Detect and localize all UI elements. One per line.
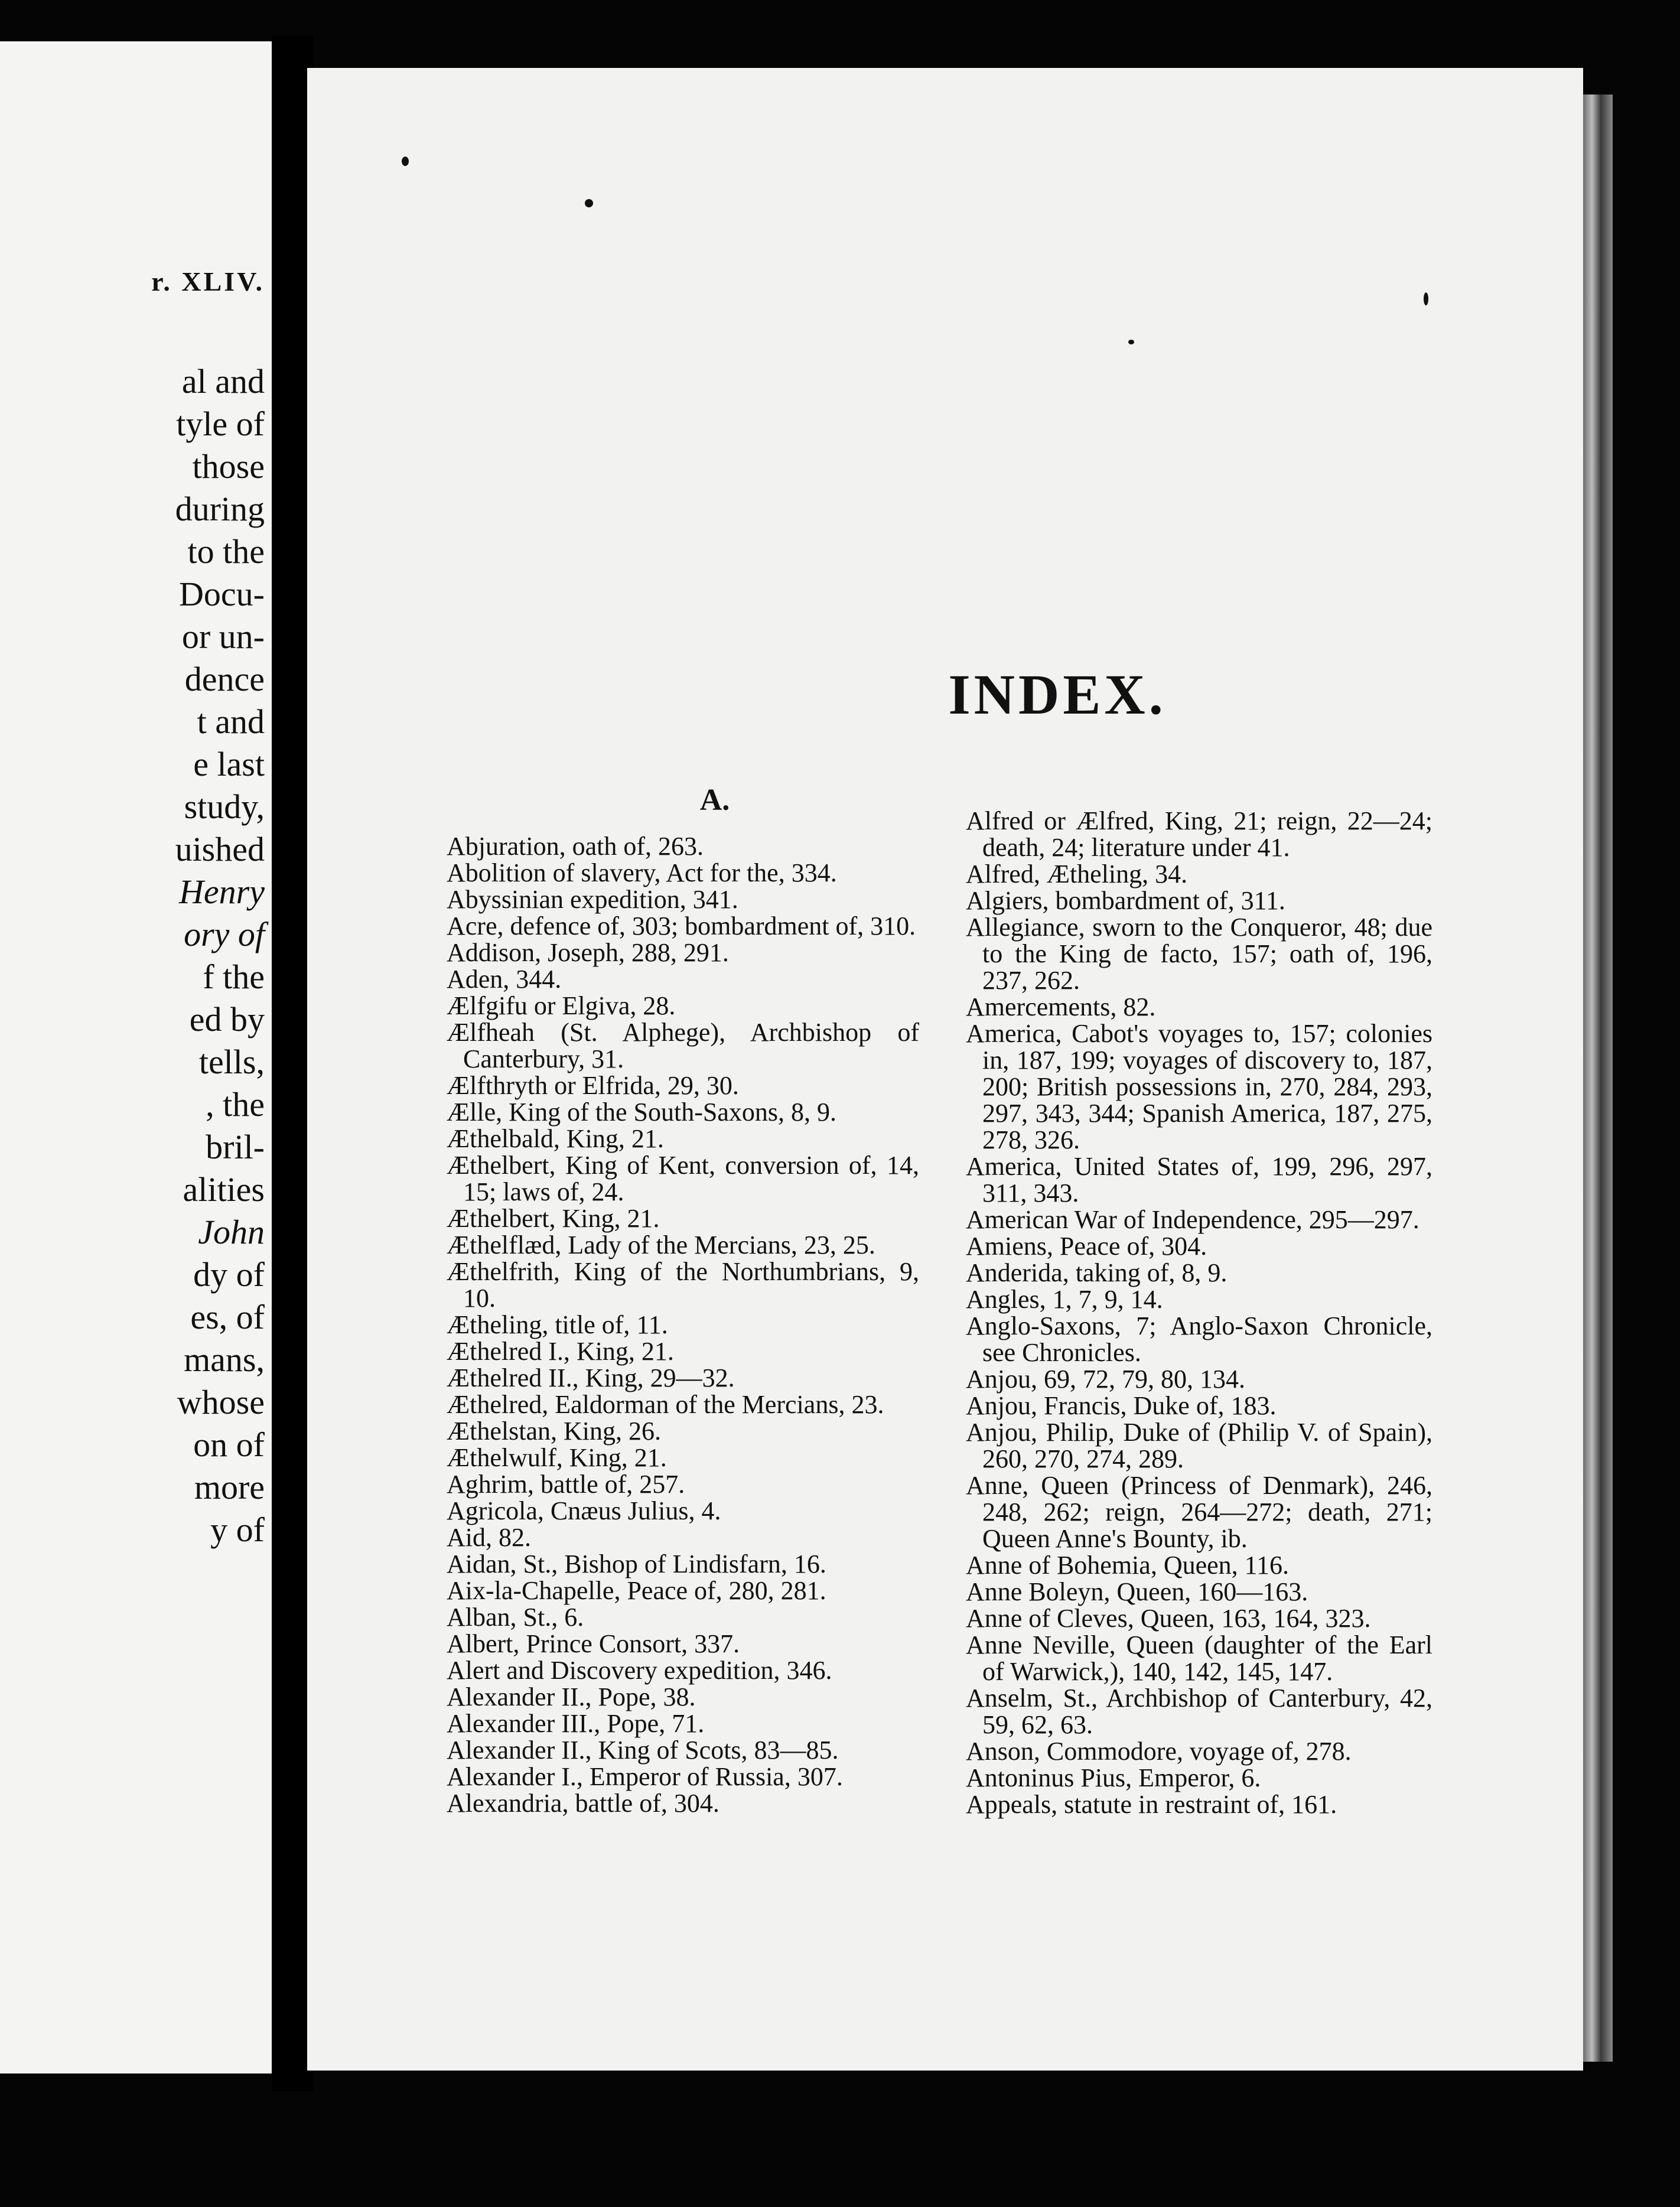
index-entry: Anderida, taking of, 8, 9. xyxy=(966,1258,1228,1287)
index-entry: Aidan, St., Bishop of Lindisfarn, 16. xyxy=(447,1550,826,1578)
left-page-line: e last xyxy=(193,745,265,783)
index-entry: Æthelbert, King of Kent, conversion of, 14, 15; laws of, 24. xyxy=(447,1151,919,1206)
page-edge xyxy=(1583,95,1613,2062)
left-page-line: ory of xyxy=(184,915,265,953)
left-page-line: to the xyxy=(187,532,265,571)
left-page-line: study, xyxy=(184,787,265,826)
index-entry: Aden, 344. xyxy=(447,965,562,994)
left-page-line: tells, xyxy=(198,1043,265,1081)
index-entry: Amiens, Peace of, 304. xyxy=(966,1232,1207,1261)
index-column-right xyxy=(966,808,1432,1818)
index-entry: Anjou, 69, 72, 79, 80, 134. xyxy=(966,1365,1245,1394)
left-page-running-header: r. XLIV. xyxy=(151,266,265,297)
index-entry: Allegiance, sworn to the Conqueror, 48; due to the King de facto, 157; oath of, 196, 237, 262. xyxy=(966,913,1432,995)
index-entry: Alfred or Ælfred, King, 21; reign, 22—24; death, 24; literature under 41. xyxy=(966,806,1432,862)
index-entry: Alban, St., 6. xyxy=(447,1603,584,1632)
index-entry: America, United States of, 199, 296, 297, 311, 343. xyxy=(966,1152,1432,1207)
index-entry: Appeals, statute in restraint of, 161. xyxy=(966,1790,1337,1819)
index-title: INDEX. xyxy=(948,663,1167,726)
speck-mark xyxy=(1128,340,1134,344)
left-page-line: dence xyxy=(184,660,265,698)
speck-mark xyxy=(402,157,409,166)
left-page-line: al and xyxy=(181,362,265,401)
index-entry: Angles, 1, 7, 9, 14. xyxy=(966,1285,1163,1314)
left-page-line: alities xyxy=(183,1170,265,1209)
index-entry: Æthelred, Ealdorman of the Mercians, 23. xyxy=(447,1390,884,1419)
left-page-line: Henry xyxy=(179,873,265,911)
left-page-line: mans, xyxy=(184,1340,265,1379)
left-page-line: on of xyxy=(193,1425,265,1464)
index-entry: Albert, Prince Consort, 337. xyxy=(447,1629,740,1658)
index-entry: Aix-la-Chapelle, Peace of, 280, 281. xyxy=(447,1576,826,1605)
index-entry: Aid, 82. xyxy=(447,1523,531,1552)
left-page-line: uished xyxy=(175,830,265,868)
index-entry: Anne Boleyn, Queen, 160—163. xyxy=(966,1577,1308,1606)
index-entry: Æthelbert, King, 21. xyxy=(447,1204,660,1233)
left-page-line: dy of xyxy=(193,1255,265,1294)
index-entry: Æthelred I., King, 21. xyxy=(447,1337,674,1366)
left-page xyxy=(0,41,272,2073)
index-entry: Anjou, Francis, Duke of, 183. xyxy=(966,1391,1277,1420)
index-entry: Agricola, Cnæus Julius, 4. xyxy=(447,1496,721,1525)
index-entry: Algiers, bombardment of, 311. xyxy=(966,886,1285,915)
right-page xyxy=(307,68,1583,2071)
index-entry: Æthelwulf, King, 21. xyxy=(447,1443,667,1472)
index-entry: America, Cabot's voyages to, 157; colonies in, 187, 199; voyages of discovery to, 187, 200; British possessions in, 270, 284, 293, 297, 343, 344; Spanish America, 187, 275, 278, 326. xyxy=(966,1019,1432,1154)
index-entry: Abyssinian expedition, 341. xyxy=(447,885,738,914)
index-entry: Alexander I., Emperor of Russia, 307. xyxy=(447,1762,843,1791)
left-page-line: y of xyxy=(210,1511,265,1549)
index-entry: Acre, defence of, 303; bombardment of, 310. xyxy=(447,912,916,940)
index-entry: Æthelbald, King, 21. xyxy=(447,1124,664,1153)
index-entry: Æthelflæd, Lady of the Mercians, 23, 25. xyxy=(447,1231,875,1259)
index-entry: Æthelstan, King, 26. xyxy=(447,1417,661,1446)
left-page-line: ed by xyxy=(189,1000,265,1039)
index-entry: Anjou, Philip, Duke of (Philip V. of Spain), 260, 270, 274, 289. xyxy=(966,1418,1432,1473)
index-entry: Æthelfrith, King of the Northumbrians, 9, 10. xyxy=(447,1257,919,1313)
speck-mark xyxy=(1424,292,1428,305)
index-entry: Alexander II., Pope, 38. xyxy=(447,1682,696,1711)
left-page-line: Docu- xyxy=(179,575,265,613)
left-page-text xyxy=(5,360,265,1551)
index-entry: Anne, Queen (Princess of Denmark), 246, 248, 262; reign, 264—272; death, 271; Queen Anne's Bounty, ib. xyxy=(966,1471,1432,1553)
index-entry: Anglo-Saxons, 7; Anglo-Saxon Chronicle, see Chronicles. xyxy=(966,1311,1432,1367)
index-entry: Alexander II., King of Scots, 83—85. xyxy=(447,1736,839,1765)
index-entry: Alexander III., Pope, 71. xyxy=(447,1709,705,1738)
left-page-line: during xyxy=(175,490,265,528)
left-page-line: f the xyxy=(203,958,265,996)
index-entry: Anne of Cleves, Queen, 163, 164, 323. xyxy=(966,1604,1371,1633)
index-entry: American War of Independence, 295—297. xyxy=(966,1205,1419,1234)
left-page-line: more xyxy=(194,1468,265,1506)
index-entry: Ælfgifu or Elgiva, 28. xyxy=(447,991,676,1020)
left-page-line: , the xyxy=(206,1085,265,1124)
index-column-left xyxy=(447,833,919,1817)
index-entry: Ælfheah (St. Alphege), Archbishop of Canterbury, 31. xyxy=(447,1018,919,1073)
left-page-line: bril- xyxy=(206,1128,265,1166)
index-entry: Anson, Commodore, voyage of, 278. xyxy=(966,1737,1352,1766)
left-page-line: John xyxy=(198,1213,265,1251)
left-page-line: whose xyxy=(177,1383,265,1421)
index-entry: Alexandria, battle of, 304. xyxy=(447,1789,719,1818)
left-page-line: those xyxy=(192,447,265,486)
index-entry: Æthelred II., King, 29—32. xyxy=(447,1363,735,1392)
left-page-line: es, of xyxy=(190,1298,265,1336)
index-entry: Ælfthryth or Elfrida, 29, 30. xyxy=(447,1071,739,1100)
speck-mark xyxy=(585,199,593,207)
index-entry: Amercements, 82. xyxy=(966,992,1156,1021)
index-entry: Anselm, St., Archbishop of Canterbury, 42, 59, 62, 63. xyxy=(966,1684,1432,1739)
index-entry: Alfred, Ætheling, 34. xyxy=(966,860,1188,888)
index-entry: Antoninus Pius, Emperor, 6. xyxy=(966,1763,1261,1792)
index-entry: Abolition of slavery, Act for the, 334. xyxy=(447,858,837,887)
left-page-line: t and xyxy=(197,702,265,741)
index-entry: Anne Neville, Queen (daughter of the Earl of Warwick,), 140, 142, 145, 147. xyxy=(966,1630,1432,1686)
index-entry: Addison, Joseph, 288, 291. xyxy=(447,938,729,967)
index-entry: Ætheling, title of, 11. xyxy=(447,1310,668,1339)
left-page-line: tyle of xyxy=(176,405,265,443)
index-entry: Ælle, King of the South-Saxons, 8, 9. xyxy=(447,1098,836,1127)
index-entry: Abjuration, oath of, 263. xyxy=(447,832,704,861)
index-entry: Alert and Discovery expedition, 346. xyxy=(447,1656,832,1685)
index-entry: Aghrim, battle of, 257. xyxy=(447,1470,685,1499)
section-letter-heading: A. xyxy=(699,783,730,817)
left-page-line: or un- xyxy=(181,617,265,656)
index-entry: Anne of Bohemia, Queen, 116. xyxy=(966,1551,1290,1580)
